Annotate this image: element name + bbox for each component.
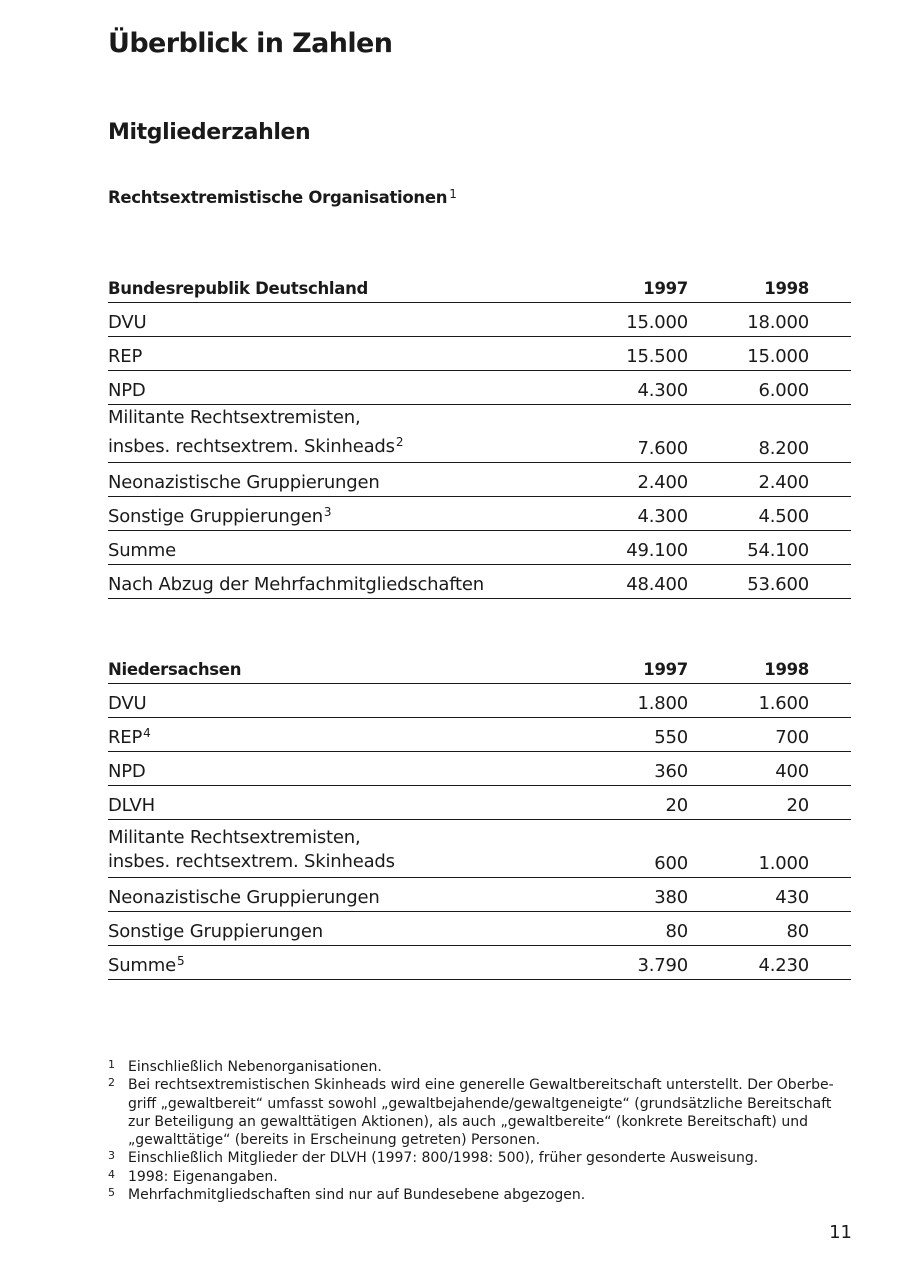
value-1998: 4.230	[688, 946, 809, 980]
value-1998: 4.500	[688, 497, 809, 531]
row-spacer	[809, 337, 851, 371]
table-niedersachsen	[108, 649, 851, 980]
value-1997: 7.600	[568, 405, 688, 463]
table-row	[108, 684, 851, 718]
row-label	[108, 565, 568, 599]
section-title: Mitgliederzahlen	[108, 120, 311, 145]
value-1998: 2.400	[688, 463, 809, 497]
header-spacer	[809, 268, 851, 303]
row-spacer	[809, 463, 851, 497]
value-1997: 48.400	[568, 565, 688, 599]
table-row	[108, 786, 851, 820]
value-1998: 1.600	[688, 684, 809, 718]
row-label-line: Militante Rechtsextremisten,	[108, 827, 361, 848]
footnote	[108, 1186, 853, 1204]
footnotes	[108, 1058, 853, 1204]
table-row	[108, 497, 851, 531]
value-1998: 1.000	[688, 820, 809, 878]
row-label	[108, 752, 568, 786]
value-1997: 15.000	[568, 303, 688, 337]
page-title: Überblick in Zahlen	[108, 28, 393, 59]
table-row	[108, 946, 851, 980]
footnote-text: Bei rechtsextremistischen Skinheads wird eine generelle Gewaltbereitschaft unterstellt. Der Oberbe-	[128, 1077, 834, 1094]
row-spacer	[809, 371, 851, 405]
value-1997: 600	[568, 820, 688, 878]
footnote-number: 1	[108, 1058, 115, 1071]
value-1997: 550	[568, 718, 688, 752]
row-label-line: Neonazistische Gruppierungen	[108, 887, 380, 908]
row-label	[108, 878, 568, 912]
footnote-ref: 3	[323, 505, 332, 519]
row-spacer	[809, 878, 851, 912]
row-label-line: Militante Rechtsextremisten,	[108, 407, 361, 428]
row-label	[108, 684, 568, 718]
value-1998: 18.000	[688, 303, 809, 337]
header-spacer	[809, 649, 851, 684]
row-label	[108, 912, 568, 946]
region-header: Bundesrepublik Deutschland	[108, 268, 568, 303]
footnote	[108, 1149, 853, 1167]
value-1997: 2.400	[568, 463, 688, 497]
region-header: Niedersachsen	[108, 649, 568, 684]
row-label	[108, 531, 568, 565]
table-row	[108, 405, 851, 463]
value-1998: 8.200	[688, 405, 809, 463]
row-label	[108, 405, 568, 463]
year-1998-header: 1998	[688, 649, 809, 684]
row-label-line: Summe	[108, 540, 176, 561]
year-1997-header: 1997	[568, 649, 688, 684]
row-label-line: REP	[108, 727, 143, 748]
table-row	[108, 752, 851, 786]
footnote	[108, 1076, 853, 1149]
table-row	[108, 718, 851, 752]
footnote	[108, 1058, 853, 1076]
year-1997-header: 1997	[568, 268, 688, 303]
footnote-number: 4	[108, 1167, 115, 1181]
value-1997: 80	[568, 912, 688, 946]
row-spacer	[809, 684, 851, 718]
row-label	[108, 303, 568, 337]
footnote-text: Einschließlich Nebenorganisationen.	[128, 1059, 382, 1075]
year-1998-header: 1998	[688, 268, 809, 303]
row-spacer	[809, 820, 851, 878]
value-1998: 80	[688, 912, 809, 946]
value-1997: 15.500	[568, 337, 688, 371]
row-label-line: Neonazistische Gruppierungen	[108, 472, 380, 493]
value-1997: 49.100	[568, 531, 688, 565]
row-label-line: DVU	[108, 693, 147, 714]
value-1997: 4.300	[568, 497, 688, 531]
subsection-title-text: Rechtsextremistische Organisationen	[108, 188, 448, 207]
row-label-line: insbes. rechtsextrem. Skinheads	[108, 851, 395, 872]
footnote-text: Einschließlich Mitglieder der DLVH (1997: 800/1998: 500), früher gesonderte Ausweisung.	[128, 1150, 759, 1167]
row-spacer	[809, 531, 851, 565]
row-label	[108, 371, 568, 405]
table-header-row	[108, 268, 851, 303]
footnote-text: zur Beteiligung an gewalttätigen Aktionen), als auch „gewaltbereite“ (konkrete Bereitschaft) und	[128, 1113, 808, 1130]
footnote-text: Mehrfachmitgliedschaften sind nur auf Bundesebene abgezogen.	[128, 1187, 586, 1204]
value-1997: 4.300	[568, 371, 688, 405]
footnote	[108, 1168, 853, 1186]
row-label-line: DVU	[108, 312, 147, 333]
row-spacer	[809, 786, 851, 820]
value-1998: 15.000	[688, 337, 809, 371]
row-label-line: Sonstige Gruppierungen	[108, 506, 323, 527]
value-1997: 380	[568, 878, 688, 912]
row-label	[108, 337, 568, 371]
table-bundesrepublik	[108, 268, 851, 599]
row-label	[108, 820, 568, 878]
page-number: 11	[829, 1222, 852, 1243]
value-1998: 700	[688, 718, 809, 752]
row-label	[108, 718, 568, 752]
row-label-line: Sonstige Gruppierungen	[108, 921, 323, 942]
row-label-line: Nach Abzug der Mehrfachmitgliedschaften	[108, 574, 484, 595]
value-1997: 3.790	[568, 946, 688, 980]
value-1998: 6.000	[688, 371, 809, 405]
table-row	[108, 463, 851, 497]
row-label	[108, 786, 568, 820]
footnote-ref: 4	[143, 726, 151, 740]
value-1997: 20	[568, 786, 688, 820]
row-spacer	[809, 565, 851, 599]
value-1997: 1.800	[568, 684, 688, 718]
row-label	[108, 497, 568, 531]
row-spacer	[809, 718, 851, 752]
table-row	[108, 565, 851, 599]
value-1998: 54.100	[688, 531, 809, 565]
value-1998: 53.600	[688, 565, 809, 599]
row-label	[108, 946, 568, 980]
table-row	[108, 531, 851, 565]
table-row	[108, 337, 851, 371]
footnote-text: 1998: Eigenangaben.	[128, 1168, 278, 1185]
value-1998: 430	[688, 878, 809, 912]
footnote-number: 2	[108, 1076, 115, 1090]
row-label-line: NPD	[108, 761, 146, 782]
footnote-number: 5	[108, 1186, 115, 1200]
subsection-title	[108, 187, 457, 207]
table-row	[108, 912, 851, 946]
value-1998: 20	[688, 786, 809, 820]
row-label-line: insbes. rechtsextrem. Skinheads	[108, 436, 395, 457]
row-label-line: DLVH	[108, 795, 155, 816]
footnote-ref: 1	[449, 187, 457, 201]
row-spacer	[809, 303, 851, 337]
footnote-text: griff „gewaltbereit“ umfasst sowohl „gewaltbejahende/gewaltgeneigte“ (grundsätzliche Bereitschaft	[128, 1095, 832, 1112]
row-label-line: REP	[108, 346, 143, 367]
table-row	[108, 820, 851, 878]
value-1997: 360	[568, 752, 688, 786]
value-1998: 400	[688, 752, 809, 786]
row-spacer	[809, 405, 851, 463]
row-spacer	[809, 946, 851, 980]
row-spacer	[809, 912, 851, 946]
table-row	[108, 878, 851, 912]
footnote-ref: 5	[176, 954, 185, 968]
footnote-ref: 2	[395, 435, 404, 449]
row-label-line: NPD	[108, 380, 146, 401]
footnote-number: 3	[108, 1149, 115, 1163]
row-spacer	[809, 497, 851, 531]
row-spacer	[809, 752, 851, 786]
table-header-row	[108, 649, 851, 684]
table-row	[108, 303, 851, 337]
row-label-line: Summe	[108, 955, 176, 976]
row-label	[108, 463, 568, 497]
table-row	[108, 371, 851, 405]
footnote-text: „gewalttätige“ (bereits in Erscheinung getreten) Personen.	[128, 1132, 541, 1149]
